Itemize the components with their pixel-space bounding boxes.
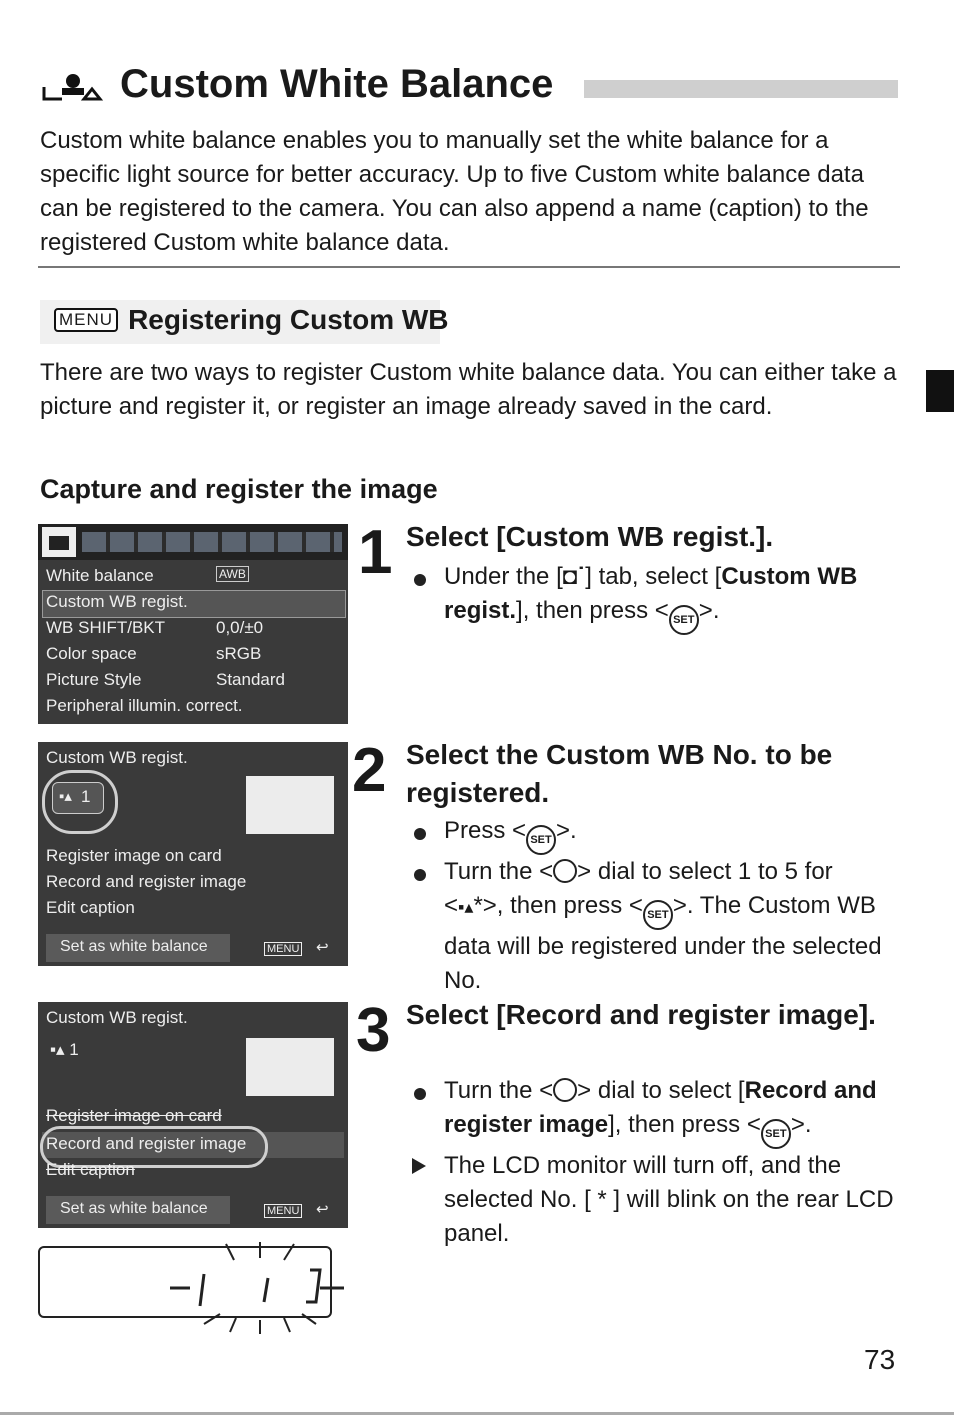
menu-item-custom-wb: Custom WB regist.	[46, 592, 188, 611]
wb-number-selector	[52, 782, 104, 814]
bullet-dot	[414, 828, 426, 840]
set-button-icon: SET	[761, 1119, 791, 1149]
wb-shift-value: 0,0/±0	[216, 618, 264, 637]
page-number: 73	[864, 1344, 896, 1375]
screen-title: Custom WB regist.	[46, 1008, 188, 1027]
step-3-bullets	[406, 1074, 896, 1251]
step-2-bullet-2: Turn the < > dial to select 1 to 5 for <▪▴*>, then press < SET >. The Custom WB data will be registered under the selected No.	[406, 855, 896, 998]
option-register-on-card: Register image on card	[46, 1106, 222, 1125]
divider	[38, 266, 900, 268]
color-space-value: sRGB	[216, 644, 262, 663]
return-arrow-icon: ↩	[316, 939, 329, 956]
step-2-number: 2	[352, 736, 387, 805]
custom-wb-small-icon: ▪▴	[50, 1040, 65, 1059]
option-record-and-register: Record and register image	[46, 872, 247, 891]
step-1-title: Select [Custom WB regist.].	[406, 521, 774, 552]
step-3-number: 3	[356, 996, 391, 1065]
option-register-on-card: Register image on card	[46, 846, 222, 865]
intro-paragraph: Custom white balance enables you to manually set the white balance for a specific light source for better accuracy. Up to five Custom white balance data can be registered to the camera. You can also append a name (caption) to the registered Custom white balance data.	[40, 127, 869, 256]
set-wb-button	[46, 934, 230, 962]
step-2-bullets	[406, 814, 896, 998]
option-edit-caption: Edit caption	[46, 898, 135, 917]
step-1-number: 1	[358, 518, 393, 587]
menu-item-peripheral: Peripheral illumin. correct.	[46, 696, 243, 715]
section-title	[54, 304, 449, 336]
option-record-and-register: Record and register image	[46, 1134, 247, 1153]
step-3-bullet-2: The LCD monitor will turn off, and the selected No. [ * ] will blink on the rear LCD panel.	[406, 1149, 896, 1251]
menu-back-icon: MENU	[264, 942, 302, 956]
section-title-text: Registering Custom WB	[128, 304, 449, 335]
step-3-title: Select [Record and register image].	[406, 999, 876, 1030]
custom-wb-icon: ▪▴	[458, 897, 474, 917]
set-button-icon: SET	[669, 605, 699, 635]
menu-item-white-balance: White balance	[46, 566, 154, 585]
wb-number: 1	[81, 787, 91, 806]
section-paragraph: There are two ways to register Custom white balance data. You can either take a picture and register it, or register an image already saved in the card.	[40, 359, 897, 420]
title-text: Custom White Balance	[120, 62, 554, 106]
bullet-dot	[414, 869, 426, 881]
result-arrow-icon	[412, 1158, 426, 1174]
step-2-bullet-1: Press < SET >.	[406, 814, 896, 855]
title-decoration-bar	[584, 80, 898, 98]
menu-tabs	[82, 532, 342, 552]
step-1-bullet: Under the [◘˙] tab, select [Custom WB regist.], then press < SET >.	[406, 560, 896, 635]
menu-icon: MENU	[54, 308, 118, 332]
bottom-edge	[0, 1412, 954, 1415]
custom-wb-screen-step2	[38, 742, 348, 966]
camera-tab-icon	[42, 527, 76, 557]
quick-control-dial-icon	[553, 859, 577, 883]
set-wb-button-label: Set as white balance	[60, 1200, 208, 1217]
set-wb-button	[46, 1196, 230, 1224]
set-button-icon: SET	[526, 825, 556, 855]
custom-wb-small-icon: ▪▴	[59, 788, 72, 805]
chapter-tab-marker	[926, 370, 954, 412]
set-wb-button-label: Set as white balance	[60, 938, 208, 955]
bullet-dot	[414, 1088, 426, 1100]
quick-control-dial-icon	[553, 1078, 577, 1102]
awb-icon: AWB	[216, 566, 249, 582]
menu-item-color-space: Color space	[46, 644, 137, 663]
menu-back-icon: MENU	[264, 1204, 302, 1218]
menu-item-wb-shift: WB SHIFT/BKT	[46, 618, 165, 637]
bullet-dot	[414, 574, 426, 586]
screen-title: Custom WB regist.	[46, 748, 188, 767]
custom-wb-screen-step3	[38, 1002, 348, 1228]
custom-wb-icon	[40, 65, 106, 105]
option-edit-caption: Edit caption	[46, 1160, 135, 1179]
set-button-icon: SET	[643, 900, 673, 930]
return-arrow-icon: ↩	[316, 1201, 329, 1218]
blinking-number-icon	[160, 1240, 350, 1336]
step-2-title: Select the Custom WB No. to be registered.	[406, 739, 833, 808]
wb-number-display	[50, 1040, 79, 1060]
camera-tab-icon: ◘˙	[562, 563, 586, 590]
preview-thumbnail	[246, 776, 334, 834]
wb-number: 1	[69, 1040, 79, 1059]
page-title	[40, 62, 553, 107]
menu-item-picture-style: Picture Style	[46, 670, 142, 689]
menu-tab-bar	[38, 524, 348, 560]
step-3-bullet-1: Turn the < > dial to select [Record and register image], then press < SET >.	[406, 1074, 896, 1149]
picture-style-value: Standard	[216, 670, 285, 689]
subsection-title: Capture and register the image	[40, 474, 438, 504]
step-1-bullets	[406, 560, 896, 635]
preview-thumbnail	[246, 1038, 334, 1096]
camera-menu-screen	[38, 524, 348, 724]
